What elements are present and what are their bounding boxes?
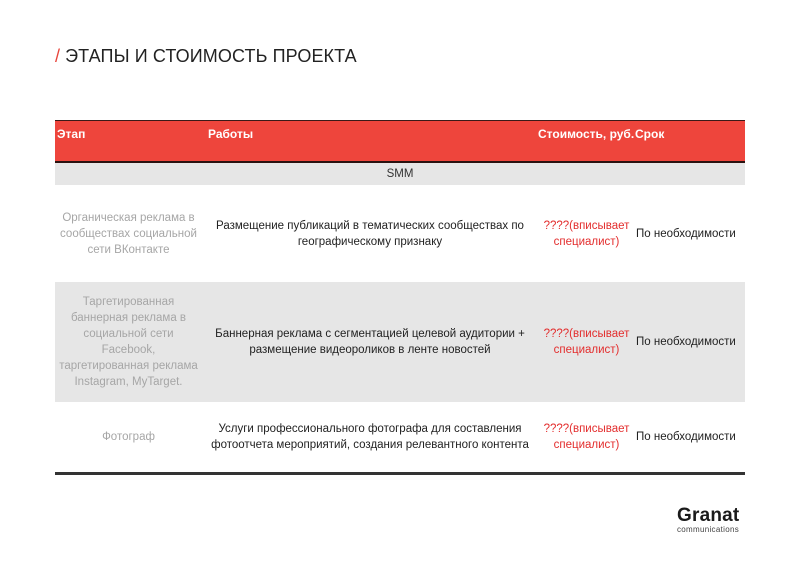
section-row	[55, 162, 745, 185]
cell-works: Размещение публикаций в тематических сообществах по географическому признаку	[216, 219, 524, 248]
cell-works: Услуги профессионального фотографа для составления фотоотчета мероприятий, создания релевантного контента	[202, 402, 538, 474]
cell-term: По необходимости	[635, 402, 745, 474]
cell-cost: ????(вписывает специалист)	[543, 219, 630, 248]
table-row	[55, 402, 745, 474]
cell-term: По необходимости	[635, 282, 745, 402]
cell-cost: ????(вписывает специалист)	[538, 282, 635, 402]
header-cost: Стоимость, руб.	[538, 121, 635, 163]
page-title	[55, 46, 357, 67]
cell-works: Баннерная реклама с сегментацией целевой аудитории + размещение видеороликов в ленте новостей	[202, 282, 538, 402]
logo-subtitle: communications	[677, 525, 740, 534]
table-header-row	[55, 121, 745, 163]
cell-stage: Фотограф	[55, 402, 202, 474]
cell-stage: Таргетированная баннерная реклама в социальной сети Facebook, таргетированная реклама Instagram, MyTarget.	[55, 282, 202, 402]
title-slash: /	[55, 46, 61, 66]
cell-term: По необходимости	[636, 227, 736, 240]
header-works: Работы	[202, 121, 538, 163]
granat-logo	[677, 507, 739, 534]
header-term: Срок	[635, 121, 745, 163]
header-stage: Этап	[55, 121, 202, 163]
cell-stage: Органическая реклама в сообществах социальной сети ВКонтакте	[60, 211, 197, 256]
logo-name: Granat	[677, 505, 740, 526]
title-text: ЭТАПЫ И СТОИМОСТЬ ПРОЕКТА	[65, 46, 357, 66]
table-row	[55, 282, 745, 402]
cell-cost: ????(вписывает специалист)	[538, 402, 635, 474]
stages-table	[55, 120, 745, 475]
table-row	[55, 185, 745, 282]
section-label: SMM	[55, 162, 745, 185]
